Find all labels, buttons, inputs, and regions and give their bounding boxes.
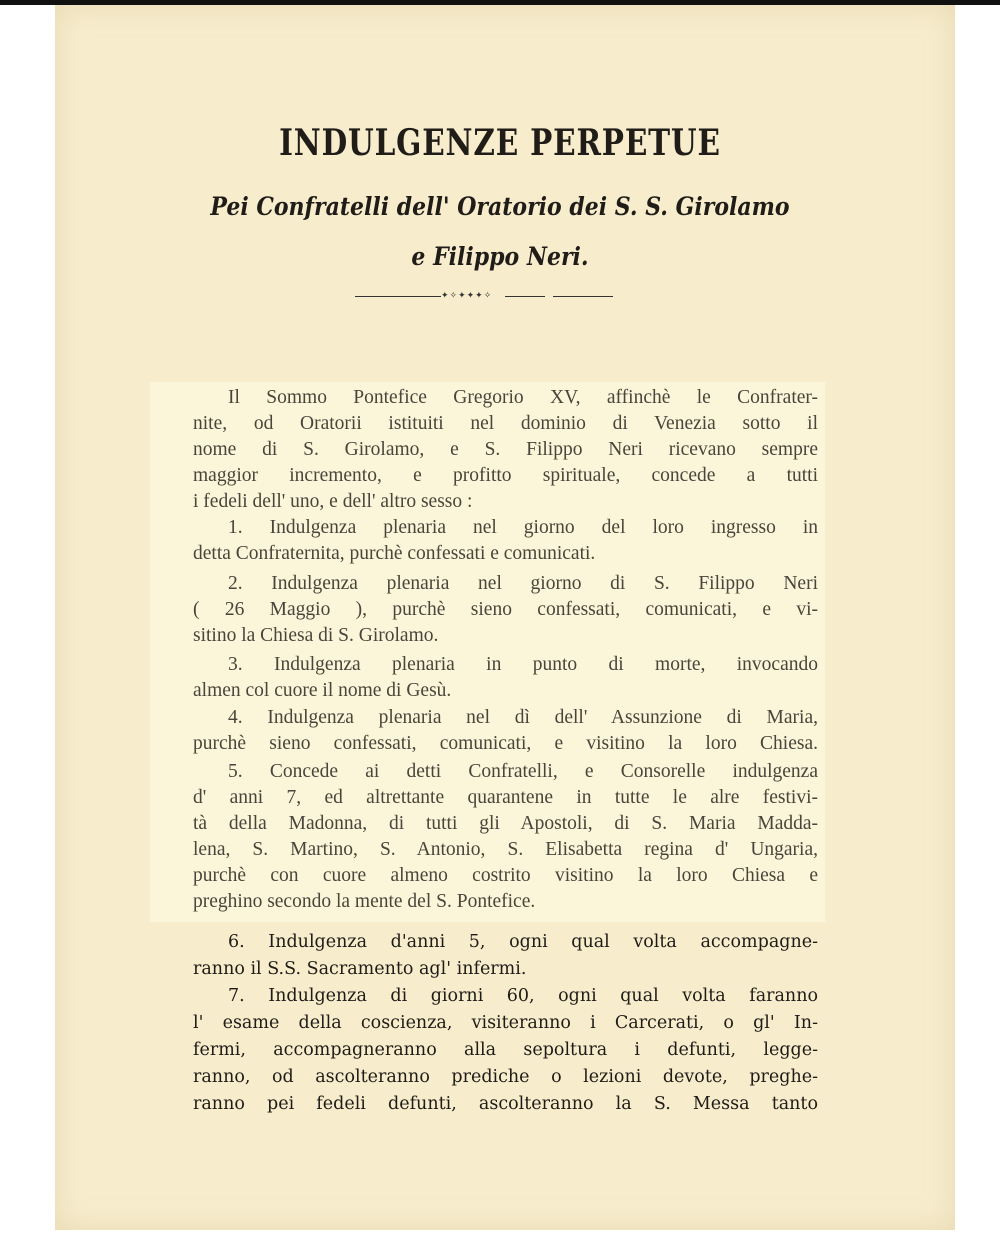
- divider-line: [355, 296, 441, 297]
- text-line: Il Sommo Pontefice Gregorio XV, affinchè le Confrater-: [228, 387, 818, 408]
- ornament-divider: [355, 292, 613, 302]
- text-line: 5. Concede ai detti Confratelli, e Consorelle indulgenza: [228, 761, 818, 782]
- document-subtitle-continued: e Filippo Neri.: [411, 242, 589, 271]
- text-line: fermi, accompagneranno alla sepoltura i defunti, legge-: [193, 1040, 818, 1060]
- text-line: 2. Indulgenza plenaria nel giorno di S. Filippo Neri: [228, 573, 818, 594]
- text-line: 3. Indulgenza plenaria in punto di morte, invocando: [228, 654, 818, 675]
- text-line: lena, S. Martino, S. Antonio, S. Elisabetta regina d' Ungaria,: [193, 839, 818, 860]
- document-title: INDULGENZE PERPETUE: [279, 122, 721, 164]
- item-5: [193, 759, 818, 915]
- text-line: detta Confraternita, purchè confessati e comunicati.: [193, 543, 596, 564]
- text-line: 7. Indulgenza di giorni 60, ogni qual volta faranno: [228, 986, 818, 1006]
- text-line: 1. Indulgenza plenaria nel giorno del loro ingresso in: [228, 517, 818, 538]
- document-subtitle: Pei Confratelli dell' Oratorio dei S. S. Girolamo: [210, 192, 790, 221]
- text-line: i fedeli dell' uno, e dell' altro sesso :: [193, 491, 473, 512]
- text-line: nite, od Oratorii istituiti nel dominio di Venezia sotto il: [193, 413, 818, 434]
- text-line: nome di S. Girolamo, e S. Filippo Neri ricevano sempre: [193, 439, 818, 460]
- text-line: preghino secondo la mente del S. Pontefice.: [193, 891, 536, 912]
- text-line: ranno pei fedeli defunti, ascolteranno la S. Messa tanto: [193, 1094, 818, 1114]
- item-3: [193, 652, 818, 704]
- ornament-glyphs: ✦✧✦✦✦✧: [441, 290, 493, 300]
- text-line: ( 26 Maggio ), purchè sieno confessati, comunicati, e vi-: [193, 599, 818, 620]
- divider-line: [553, 296, 613, 297]
- text-line: purchè con cuore almeno costrito visitino la loro Chiesa e: [193, 865, 818, 886]
- text-line: purchè sieno confessati, comunicati, e visitino la loro Chiesa.: [193, 733, 818, 754]
- item-4: [193, 705, 818, 757]
- text-line: ranno, od ascolteranno prediche o lezioni devote, preghe-: [193, 1067, 818, 1087]
- text-line: d' anni 7, ed altrettante quarantene in tutte le alre festivi-: [193, 787, 818, 808]
- text-line: l' esame della coscienza, visiteranno i Carcerati, o gl' In-: [193, 1013, 818, 1033]
- divider-line: [505, 296, 545, 297]
- text-line: tà della Madonna, di tutti gli Apostoli, di S. Maria Madda-: [193, 813, 818, 834]
- text-line: ranno il S.S. Sacramento agl' infermi.: [193, 959, 527, 979]
- item-2: [193, 571, 818, 649]
- text-line: almen col cuore il nome di Gesù.: [193, 680, 452, 701]
- intro-paragraph: [193, 385, 818, 515]
- text-line: 6. Indulgenza d'anni 5, ogni qual volta accompagne-: [228, 932, 818, 952]
- item-1: [193, 515, 818, 567]
- item-6: [193, 929, 818, 983]
- text-line: 4. Indulgenza plenaria nel dì dell' Assunzione di Maria,: [228, 707, 818, 728]
- text-line: maggior incremento, e profitto spirituale, concede a tutti: [193, 465, 818, 486]
- item-7: [193, 983, 818, 1118]
- text-line: sitino la Chiesa di S. Girolamo.: [193, 625, 439, 646]
